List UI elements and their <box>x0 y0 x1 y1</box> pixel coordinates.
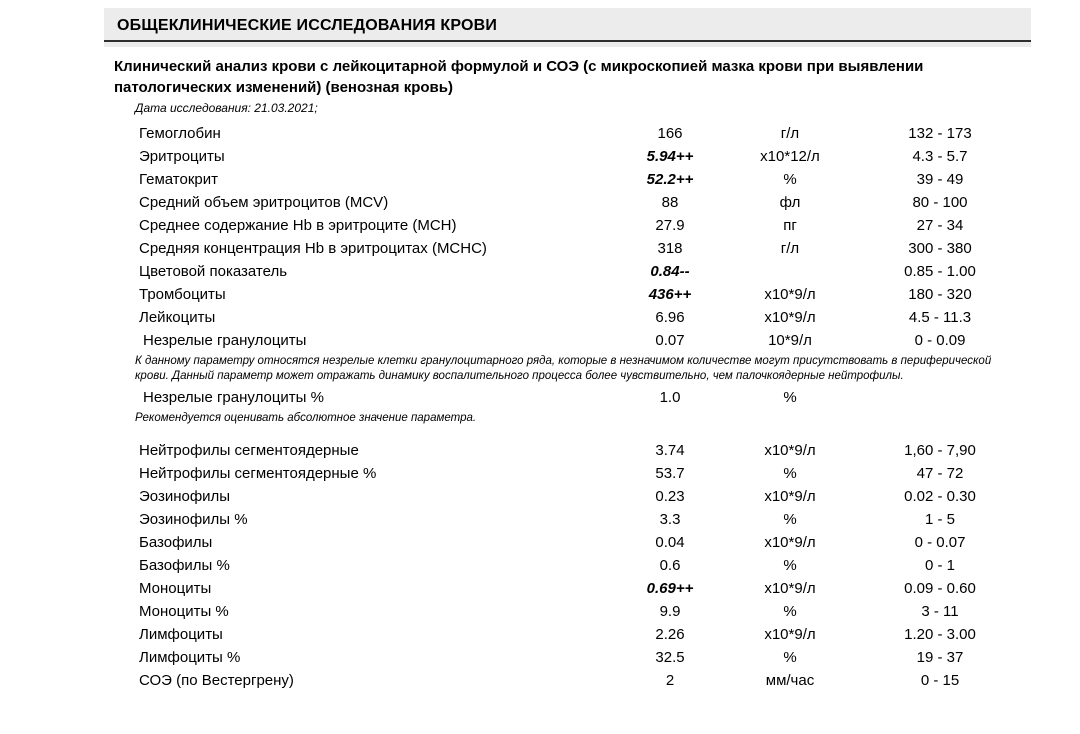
parameter-value: 5.94++ <box>646 148 694 165</box>
reference-range: 0 - 0.07 <box>914 533 966 551</box>
parameter-unit: % <box>783 389 797 406</box>
parameter-name: Лимфоциты <box>139 625 223 643</box>
study-date: Дата исследования: 21.03.2021; <box>135 101 318 115</box>
result-row <box>104 531 1031 554</box>
reference-range: 39 - 49 <box>916 171 964 188</box>
result-row <box>104 237 1031 260</box>
reference-range: 0.85 - 1.00 <box>904 263 976 280</box>
parameter-value: 166 <box>657 125 683 142</box>
result-row <box>104 329 1031 352</box>
reference-range: 27 - 34 <box>916 217 964 234</box>
result-row <box>104 122 1031 145</box>
parameter-unit: х10*9/л <box>764 286 816 303</box>
reference-range: 0 - 15 <box>920 671 960 689</box>
parameter-name: Средняя концентрация Hb в эритроцитах (MCHC) <box>139 240 487 257</box>
results-table <box>104 122 1031 692</box>
parameter-name: Эозинофилы % <box>139 510 248 528</box>
parameter-unit: % <box>783 171 797 188</box>
parameter-value: 6.96 <box>655 309 685 326</box>
parameter-value: 318 <box>657 240 683 257</box>
reference-range: 0.02 - 0.30 <box>904 487 976 505</box>
reference-range: 19 - 37 <box>916 648 964 666</box>
result-row <box>104 508 1031 531</box>
section-title: ОБЩЕКЛИНИЧЕСКИЕ ИССЛЕДОВАНИЯ КРОВИ <box>117 17 498 34</box>
reference-range: 4.3 - 5.7 <box>912 148 968 165</box>
parameter-value: 436++ <box>648 286 692 303</box>
result-row <box>104 306 1031 329</box>
parameter-name: Цветовой показатель <box>139 263 288 280</box>
parameter-value: 32.5 <box>655 648 685 666</box>
parameter-unit: х10*9/л <box>764 533 816 551</box>
parameter-name: Моноциты <box>139 579 212 597</box>
reference-range: 4.5 - 11.3 <box>908 309 972 326</box>
parameter-value: 3.74 <box>655 441 685 459</box>
parameter-value: 3.3 <box>659 510 681 528</box>
parameter-name: Эритроциты <box>139 148 225 165</box>
result-row <box>104 191 1031 214</box>
parameter-name: Незрелые гранулоциты % <box>143 389 324 406</box>
parameter-unit: г/л <box>780 125 800 142</box>
parameter-value: 9.9 <box>659 602 681 620</box>
parameter-value: 88 <box>661 194 679 211</box>
parameter-unit: г/л <box>780 240 800 257</box>
result-row <box>104 283 1031 306</box>
result-row <box>104 554 1031 577</box>
parameter-value: 0.6 <box>659 556 681 574</box>
reference-range: 47 - 72 <box>916 464 964 482</box>
reference-range: 80 - 100 <box>912 194 968 211</box>
parameter-value: 52.2++ <box>646 171 694 188</box>
parameter-name: Моноциты % <box>139 602 229 620</box>
parameter-name: Тромбоциты <box>139 286 226 303</box>
parameter-value: 0.04 <box>655 533 685 551</box>
parameter-name: Гемоглобин <box>139 125 221 142</box>
parameter-unit: % <box>783 464 797 482</box>
parameter-value: 0.69++ <box>646 579 694 597</box>
parameter-name: Базофилы <box>139 533 213 551</box>
parameter-value: 0.84-- <box>650 263 690 280</box>
parameter-value: 1.0 <box>659 389 681 406</box>
section-header <box>104 8 1031 47</box>
parameter-value: 53.7 <box>655 464 685 482</box>
parameter-unit: х10*9/л <box>764 625 816 643</box>
parameter-value: 2.26 <box>655 625 685 643</box>
parameter-unit: фл <box>779 194 801 211</box>
result-row <box>104 439 1031 462</box>
reference-range: 3 - 11 <box>921 602 959 620</box>
parameter-name: Незрелые гранулоциты <box>143 332 307 349</box>
reference-range: 1.20 - 3.00 <box>904 625 976 643</box>
result-row <box>104 646 1031 669</box>
result-row <box>104 386 1031 409</box>
parameter-name: Базофилы % <box>139 556 230 574</box>
parameter-name: Нейтрофилы сегментоядерные <box>139 441 359 459</box>
reference-range: 0 - 1 <box>924 556 955 574</box>
header-underline <box>104 40 1031 42</box>
parameter-name: Средний объем эритроцитов (MCV) <box>139 194 389 211</box>
parameter-name: СОЭ (по Вестергрену) <box>139 671 294 689</box>
result-row <box>104 168 1031 191</box>
result-row <box>104 577 1031 600</box>
parameter-unit: 10*9/л <box>768 332 812 349</box>
result-row <box>104 145 1031 168</box>
parameter-value: 27.9 <box>655 217 685 234</box>
parameter-unit: пг <box>783 217 797 234</box>
parameter-name: Лейкоциты <box>139 309 216 326</box>
parameter-name: Среднее содержание Hb в эритроците (MCH) <box>139 217 457 234</box>
parameter-unit: х10*9/л <box>764 579 816 597</box>
report-content <box>104 8 1031 692</box>
parameter-name: Гематокрит <box>139 171 218 188</box>
parameter-note: К данному параметру относятся незрелые клетки гранулоцитарного ряда, которые в незначимом количестве могут присутствовать в периферической крови. Данный параметр может отражать динамику воспалительного процесса более чувствительно, чем палочкоядерные нейтрофилы. <box>135 355 992 382</box>
parameter-unit: % <box>783 602 797 620</box>
parameter-name: Эозинофилы <box>139 487 231 505</box>
reference-range: 1,60 - 7,90 <box>904 441 976 459</box>
parameter-value: 2 <box>665 671 675 689</box>
result-row <box>104 600 1031 623</box>
parameter-unit: х10*9/л <box>764 487 816 505</box>
reference-range: 0.09 - 0.60 <box>904 579 976 597</box>
parameter-unit: % <box>783 510 797 528</box>
reference-range: 0 - 0.09 <box>914 332 966 349</box>
result-row <box>104 260 1031 283</box>
parameter-unit: мм/час <box>765 671 815 689</box>
parameter-unit: х10*12/л <box>760 148 820 165</box>
reference-range: 300 - 380 <box>908 240 972 257</box>
parameter-unit: х10*9/л <box>764 309 816 326</box>
result-row <box>104 623 1031 646</box>
test-title: Клинический анализ крови с лейкоцитарной формулой и СОЭ (с микроскопией мазка крови при выявлении патологических изменений) (венозная кровь) <box>114 58 924 96</box>
reference-range: 132 - 173 <box>908 125 972 142</box>
parameter-note: Рекомендуется оценивать абсолютное значение параметра. <box>135 412 477 424</box>
result-row <box>104 669 1031 692</box>
result-row <box>104 462 1031 485</box>
result-row <box>104 485 1031 508</box>
parameter-name: Лимфоциты % <box>139 648 241 666</box>
parameter-unit: % <box>783 556 797 574</box>
parameter-value: 0.23 <box>655 487 685 505</box>
reference-range: 180 - 320 <box>908 286 972 303</box>
parameter-unit: х10*9/л <box>764 441 816 459</box>
result-row <box>104 214 1031 237</box>
parameter-name: Нейтрофилы сегментоядерные % <box>139 464 377 482</box>
reference-range: 1 - 5 <box>924 510 955 528</box>
parameter-value: 0.07 <box>655 332 685 349</box>
parameter-unit: % <box>783 648 797 666</box>
